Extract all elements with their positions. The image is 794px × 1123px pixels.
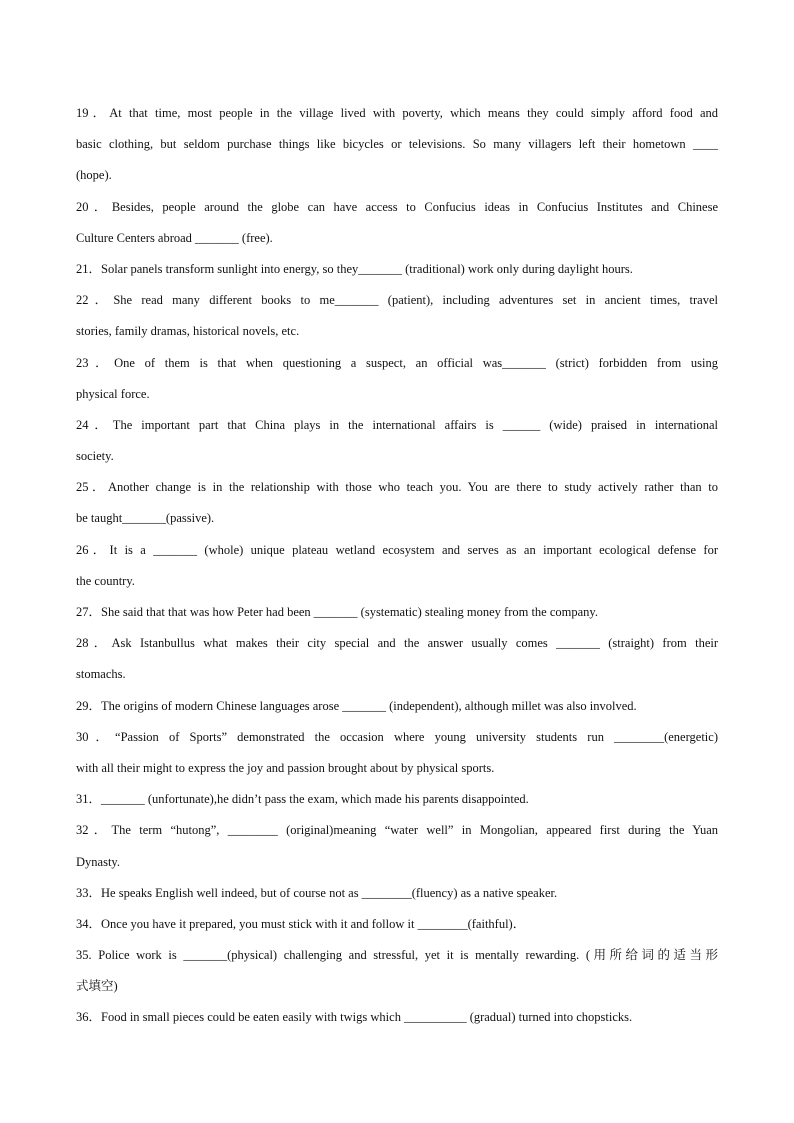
text-line: 34．Once you have it prepared, you must stick with it and follow it ________(faithful)．	[76, 916, 526, 931]
text-line: 29．The origins of modern Chinese languages arose _______ (independent), although millet was also involved.	[76, 698, 637, 713]
text-line: 21．Solar panels transform sunlight into energy, so they_______ (traditional) work only during daylight hours.	[76, 261, 633, 276]
text-line: 26．It is a _______ (whole) unique plateau wetland ecosystem and serves as an important ecological defense for	[76, 542, 718, 557]
text-line: 27．She said that that was how Peter had been _______ (systematic) stealing money from the company.	[76, 605, 598, 619]
text-line: be taught_______(passive).	[76, 511, 215, 526]
text-line: basic clothing, but seldom purchase things like bicycles or televisions. So many villagers left their hometown ____	[76, 137, 718, 152]
text-line: 24．The important part that China plays in the international affairs is ______ (wide) praised in international	[76, 417, 718, 432]
text-line: the country.	[76, 573, 135, 588]
text-line: 22．She read many different books to me_______ (patient), including adventures set in ancient times, travel	[76, 293, 718, 308]
text-line: 33．He speaks English well indeed, but of course not as ________(fluency) as a native speaker.	[76, 885, 558, 900]
text-line: 35. Police work is _______(physical) challenging and stressful, yet it is mentally rewarding. (用所给词的适当形	[76, 948, 718, 963]
text-line: 32．The term “hutong”, ________ (original)meaning “water well” in Mongolian, appeared first during the Yuan	[76, 823, 718, 838]
text-line: stories, family dramas, historical novels, etc.	[76, 324, 300, 339]
text-line: 20．Besides, people around the globe can have access to Confucius ideas in Confucius Institutes and Chinese	[76, 199, 718, 214]
text-line: 31．_______ (unfortunate),he didn’t pass the exam, which made his parents disappointed.	[76, 792, 529, 807]
text-line: 28．Ask Istanbullus what makes their city special and the answer usually comes _______ (straight) from their	[76, 636, 718, 651]
text-line: 式填空)	[76, 979, 118, 994]
exercise-list	[76, 98, 718, 1034]
text-line: physical force.	[76, 386, 150, 401]
text-line: 19．At that time, most people in the village lived with poverty, which means they could simply afford food and	[76, 106, 718, 120]
text-line: Dynasty.	[76, 854, 120, 869]
text-line: Culture Centers abroad _______ (free).	[76, 230, 273, 245]
text-line: with all their might to express the joy and passion brought about by physical sports.	[76, 760, 495, 775]
text-line: 25．Another change is in the relationship with those who teach you. You are there to study actively rather than to	[76, 480, 718, 495]
text-line: stomachs.	[76, 667, 126, 682]
text-line: 23．One of them is that when questioning a suspect, an official was_______ (strict) forbidden from using	[76, 355, 718, 370]
text-line: 36．Food in small pieces could be eaten easily with twigs which __________ (gradual) turned into chopsticks.	[76, 1010, 633, 1025]
text-line: (hope).	[76, 168, 112, 183]
text-line: 30．“Passion of Sports” demonstrated the occasion where young university students run ________(energetic)	[76, 729, 718, 744]
text-line: society.	[76, 449, 114, 464]
